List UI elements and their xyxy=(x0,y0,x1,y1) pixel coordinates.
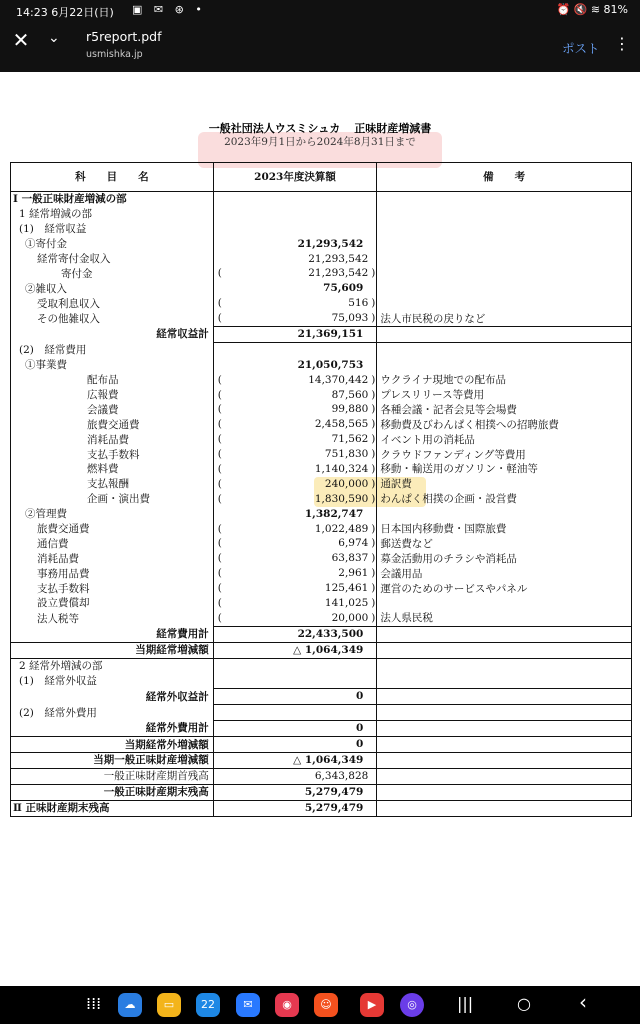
paren-right: ) xyxy=(371,597,376,610)
table-row xyxy=(11,192,632,207)
row-label: 会議費 xyxy=(11,402,214,417)
row-amount xyxy=(213,281,377,296)
paren-left: ( xyxy=(217,297,222,310)
row-note: 移動費及びわんぱく相撲への招聘旅費 xyxy=(377,417,632,432)
paren-left: ( xyxy=(217,567,222,580)
battery-indicator: ⏰ 🔇 ≋ 81% xyxy=(556,3,628,16)
paren-left: ( xyxy=(217,552,222,565)
row-note xyxy=(377,358,632,373)
row-label: 2 経常外増減の部 xyxy=(11,658,214,673)
paren-left: ( xyxy=(217,388,222,401)
paren-right: ) xyxy=(371,297,376,310)
paren-right: ) xyxy=(371,403,376,416)
report-period: 2023年9月1日から2024年8月31日まで xyxy=(224,136,416,148)
row-label: 当期経常増減額 xyxy=(11,642,214,658)
amount-value: 125,461 xyxy=(324,582,369,595)
row-note: 通訳費 xyxy=(377,477,632,492)
file-domain: usmishka.jp xyxy=(86,49,143,60)
amount-value: 14,370,442 xyxy=(308,373,369,386)
row-note: 運営のためのサービスやパネル xyxy=(377,581,632,596)
paren-left: ( xyxy=(217,477,222,490)
table-row xyxy=(11,596,632,611)
amount-value: 63,837 xyxy=(331,552,369,565)
row-amount xyxy=(213,432,377,447)
row-label: 経常外費用計 xyxy=(11,721,214,737)
amount-value: 0 xyxy=(356,690,364,703)
row-amount xyxy=(213,800,377,816)
row-label: 燃料費 xyxy=(11,462,214,477)
paren-right: ) xyxy=(371,567,376,580)
paren-left: ( xyxy=(217,448,222,461)
table-row xyxy=(11,207,632,222)
table-row xyxy=(11,296,632,311)
row-label: 当期経常外増減額 xyxy=(11,737,214,753)
amount-value: △ 1,064,349 xyxy=(293,753,364,766)
table-row xyxy=(11,342,632,357)
paren-left: ( xyxy=(217,522,222,535)
row-amount xyxy=(213,492,377,507)
table-row xyxy=(11,462,632,477)
more-options-icon[interactable]: ⋮ xyxy=(614,34,630,53)
row-label: 一般正味財産期末残高 xyxy=(11,784,214,800)
paren-right: ) xyxy=(371,492,376,505)
row-note xyxy=(377,674,632,689)
paren-left: ( xyxy=(217,597,222,610)
row-amount xyxy=(213,507,377,522)
table-row xyxy=(11,447,632,462)
row-note: 郵送費など xyxy=(377,536,632,551)
table-row xyxy=(11,358,632,373)
row-label: 旅費交通費 xyxy=(11,522,214,537)
row-amount xyxy=(213,417,377,432)
row-note xyxy=(377,237,632,252)
row-amount xyxy=(213,373,377,388)
row-note: 募金活動用のチラシや消耗品 xyxy=(377,551,632,566)
row-label: 受取利息収入 xyxy=(11,296,214,311)
row-note xyxy=(377,192,632,207)
paren-right: ) xyxy=(371,552,376,565)
paren-right: ) xyxy=(371,537,376,550)
row-note xyxy=(377,296,632,311)
row-amount xyxy=(213,658,377,673)
row-amount xyxy=(213,705,377,721)
amount-value: 2,458,565 xyxy=(314,418,369,431)
row-note xyxy=(377,507,632,522)
table-row xyxy=(11,611,632,626)
table-row xyxy=(11,281,632,296)
table-row xyxy=(11,522,632,537)
table-row xyxy=(11,327,632,343)
paren-left: ( xyxy=(217,267,222,280)
row-amount xyxy=(213,207,377,222)
row-amount xyxy=(213,737,377,753)
row-note xyxy=(377,266,632,281)
amount-value: 6,974 xyxy=(338,537,369,550)
row-label: 経常費用計 xyxy=(11,626,214,642)
row-note xyxy=(377,705,632,721)
pdf-page[interactable] xyxy=(0,72,640,986)
table-row xyxy=(11,477,632,492)
table-row xyxy=(11,266,632,281)
paren-right: ) xyxy=(371,312,376,325)
row-amount xyxy=(213,327,377,343)
row-label: 寄付金 xyxy=(11,266,214,281)
amount-value: 71,562 xyxy=(331,433,369,446)
row-amount xyxy=(213,222,377,237)
row-label: Ⅱ 正味財産期末残高 xyxy=(11,800,214,816)
row-label: 設立費償却 xyxy=(11,596,214,611)
table-row xyxy=(11,402,632,417)
amount-value: 21,369,151 xyxy=(297,328,364,341)
table-row xyxy=(11,417,632,432)
row-amount xyxy=(213,674,377,689)
row-label: ②管理費 xyxy=(11,507,214,522)
row-note xyxy=(377,721,632,737)
table-row xyxy=(11,752,632,768)
row-note: プレスリリース等費用 xyxy=(377,388,632,403)
amount-value: 75,093 xyxy=(331,312,369,325)
row-amount xyxy=(213,596,377,611)
row-note xyxy=(377,596,632,611)
row-label: 支払手数料 xyxy=(11,447,214,462)
table-row xyxy=(11,737,632,753)
row-note xyxy=(377,342,632,357)
row-note xyxy=(377,737,632,753)
table-row xyxy=(11,551,632,566)
paren-left: ( xyxy=(217,403,222,416)
row-note: 会議用品 xyxy=(377,566,632,581)
calendar-icon[interactable]: 22 xyxy=(196,993,220,1017)
recents-icon[interactable]: ||| xyxy=(457,994,474,1013)
row-amount xyxy=(213,611,377,626)
row-label: ①寄付金 xyxy=(11,237,214,252)
row-note xyxy=(377,207,632,222)
table-row xyxy=(11,222,632,237)
row-note xyxy=(377,784,632,800)
row-note xyxy=(377,752,632,768)
amount-value: 1,830,590 xyxy=(314,492,369,505)
row-note xyxy=(377,222,632,237)
paren-right: ) xyxy=(371,448,376,461)
row-label: 通信費 xyxy=(11,536,214,551)
row-amount xyxy=(213,784,377,800)
row-label: 経常収益計 xyxy=(11,327,214,343)
table-row xyxy=(11,768,632,784)
table-row xyxy=(11,626,632,642)
row-amount xyxy=(213,388,377,403)
row-amount xyxy=(213,296,377,311)
amount-value: 20,000 xyxy=(331,611,369,624)
row-note xyxy=(377,658,632,673)
notification-icons: ▣ ✉ ⊛ • xyxy=(132,3,206,16)
row-note xyxy=(377,626,632,642)
row-note: イベント用の消耗品 xyxy=(377,432,632,447)
row-note: 法人市民税の戻りなど xyxy=(377,311,632,326)
row-note: 各種会議・記者会見等会場費 xyxy=(377,402,632,417)
amount-value: 141,025 xyxy=(324,597,369,610)
row-amount xyxy=(213,536,377,551)
row-label: 経常外収益計 xyxy=(11,689,214,705)
paren-right: ) xyxy=(371,477,376,490)
row-amount xyxy=(213,522,377,537)
onedrive-icon[interactable]: ☁ xyxy=(118,993,142,1017)
row-label: (2) 経常費用 xyxy=(11,342,214,357)
paren-left: ( xyxy=(217,611,222,624)
amount-value: 21,293,542 xyxy=(308,267,369,280)
pdf-viewer-toolbar xyxy=(0,22,640,72)
row-label: ②雑収入 xyxy=(11,281,214,296)
amount-value: 751,830 xyxy=(324,448,369,461)
amount-value: 0 xyxy=(356,738,364,751)
row-amount xyxy=(213,768,377,784)
row-note: クラウドファンディング等費用 xyxy=(377,447,632,462)
table-row xyxy=(11,373,632,388)
paren-right: ) xyxy=(371,267,376,280)
browser-icon[interactable]: ◎ xyxy=(400,993,424,1017)
row-label: 事務用品費 xyxy=(11,566,214,581)
amount-value: 0 xyxy=(356,722,364,735)
paren-right: ) xyxy=(371,582,376,595)
amount-value: 22,433,500 xyxy=(297,627,364,640)
row-amount xyxy=(213,402,377,417)
back-icon[interactable]: ‹ xyxy=(579,990,587,1014)
row-label: (2) 経常外費用 xyxy=(11,705,214,721)
row-label: 一般正味財産期首残高 xyxy=(11,768,214,784)
row-note xyxy=(377,800,632,816)
paren-right: ) xyxy=(371,373,376,386)
paren-right: ) xyxy=(371,418,376,431)
paren-left: ( xyxy=(217,537,222,550)
table-row xyxy=(11,507,632,522)
row-note xyxy=(377,252,632,267)
row-label: 配布品 xyxy=(11,373,214,388)
row-label: 当期一般正味財産増減額 xyxy=(11,752,214,768)
youtube-icon[interactable]: ▶ xyxy=(360,993,384,1017)
amount-value: 87,560 xyxy=(331,388,369,401)
row-amount xyxy=(213,237,377,252)
row-note xyxy=(377,327,632,343)
row-amount xyxy=(213,266,377,281)
paren-left: ( xyxy=(217,463,222,476)
row-label: その他雑収入 xyxy=(11,311,214,326)
row-amount xyxy=(213,626,377,642)
financial-table xyxy=(10,162,632,817)
row-label: 消耗品費 xyxy=(11,432,214,447)
post-button[interactable]: ポスト xyxy=(562,41,600,56)
table-row xyxy=(11,566,632,581)
row-label: ①事業費 xyxy=(11,358,214,373)
amount-value: 516 xyxy=(348,297,369,310)
row-label: 消耗品費 xyxy=(11,551,214,566)
row-amount xyxy=(213,551,377,566)
table-row xyxy=(11,252,632,267)
header-amount: 2023年度決算額 xyxy=(213,163,377,192)
table-row xyxy=(11,492,632,507)
row-label: (1) 経常収益 xyxy=(11,222,214,237)
row-note: ウクライナ現地での配布品 xyxy=(377,373,632,388)
table-row xyxy=(11,689,632,705)
paren-right: ) xyxy=(371,388,376,401)
row-note xyxy=(377,768,632,784)
row-amount xyxy=(213,192,377,207)
paren-right: ) xyxy=(371,463,376,476)
row-amount xyxy=(213,581,377,596)
row-label: 旅費交通費 xyxy=(11,417,214,432)
table-row xyxy=(11,237,632,252)
table-row xyxy=(11,674,632,689)
row-note: 日本国内移動費・国際旅費 xyxy=(377,522,632,537)
row-amount xyxy=(213,342,377,357)
amount-value: 21,293,542 xyxy=(297,237,364,250)
chevron-down-icon[interactable]: ⌄ xyxy=(48,30,60,46)
amount-value: 75,609 xyxy=(323,282,364,295)
row-amount xyxy=(213,252,377,267)
header-note: 備 考 xyxy=(377,163,632,192)
row-amount xyxy=(213,566,377,581)
navigation-bar xyxy=(0,986,640,1024)
messages-icon[interactable]: ✉ xyxy=(236,993,260,1017)
app-drawer-icon[interactable]: ⁞⁞⁞ xyxy=(86,994,102,1013)
row-amount xyxy=(213,642,377,658)
home-icon[interactable]: ○ xyxy=(517,994,531,1013)
row-amount xyxy=(213,689,377,705)
row-label: 支払報酬 xyxy=(11,477,214,492)
row-label: (1) 経常外収益 xyxy=(11,674,214,689)
file-title: r5report.pdf xyxy=(86,29,162,44)
row-note: 移動・輸送用のガソリン・軽油等 xyxy=(377,462,632,477)
table-row xyxy=(11,388,632,403)
row-label: 企画・演出費 xyxy=(11,492,214,507)
row-label: 1 経常増減の部 xyxy=(11,207,214,222)
row-note xyxy=(377,642,632,658)
paren-left: ( xyxy=(217,418,222,431)
row-amount xyxy=(213,358,377,373)
paren-left: ( xyxy=(217,582,222,595)
table-row xyxy=(11,784,632,800)
table-row xyxy=(11,432,632,447)
amount-value: 6,343,828 xyxy=(314,769,369,782)
amount-value: 2,961 xyxy=(338,567,369,580)
row-amount xyxy=(213,752,377,768)
row-amount xyxy=(213,311,377,326)
row-label: 広報費 xyxy=(11,388,214,403)
amount-value: △ 1,064,349 xyxy=(293,643,364,656)
status-time-date: 14:23 6月22日(日) xyxy=(16,6,114,19)
paren-left: ( xyxy=(217,373,222,386)
paren-right: ) xyxy=(371,611,376,624)
table-row xyxy=(11,800,632,816)
row-label: 法人税等 xyxy=(11,611,214,626)
report-title: 一般社団法人ウスミシュカ 正味財産増減書 xyxy=(208,122,432,135)
amount-value: 240,000 xyxy=(324,477,369,490)
paren-right: ) xyxy=(371,522,376,535)
row-amount xyxy=(213,477,377,492)
table-row xyxy=(11,721,632,737)
table-row xyxy=(11,705,632,721)
table-row xyxy=(11,311,632,326)
contacts-icon[interactable]: ☺ xyxy=(314,993,338,1017)
amount-value: 1,022,489 xyxy=(314,522,369,535)
camera-icon[interactable]: ◉ xyxy=(275,993,299,1017)
row-label: 支払手数料 xyxy=(11,581,214,596)
row-note xyxy=(377,689,632,705)
amount-value: 1,140,324 xyxy=(314,463,369,476)
table-row xyxy=(11,658,632,673)
status-bar xyxy=(0,0,640,22)
row-note xyxy=(377,281,632,296)
row-amount xyxy=(213,447,377,462)
header-subject: 科 目 名 xyxy=(11,163,214,192)
paren-left: ( xyxy=(217,433,222,446)
row-amount xyxy=(213,721,377,737)
row-note: わんぱく相撲の企画・設営費 xyxy=(377,492,632,507)
amount-value: 99,880 xyxy=(331,403,369,416)
row-note: 法人県民税 xyxy=(377,611,632,626)
paren-right: ) xyxy=(371,433,376,446)
amount-value: 5,279,479 xyxy=(304,801,364,814)
table-row xyxy=(11,581,632,596)
row-label: 経常寄付金収入 xyxy=(11,252,214,267)
table-row xyxy=(11,536,632,551)
amount-value: 21,050,753 xyxy=(297,358,364,371)
amount-value: 1,382,747 xyxy=(304,507,364,520)
row-label: Ⅰ 一般正味財産増減の部 xyxy=(11,192,214,207)
amount-value: 5,279,479 xyxy=(304,785,364,798)
paren-left: ( xyxy=(217,492,222,505)
table-row xyxy=(11,642,632,658)
files-icon[interactable]: ▭ xyxy=(157,993,181,1017)
amount-value: 21,293,542 xyxy=(308,252,369,265)
row-amount xyxy=(213,462,377,477)
close-icon[interactable]: ✕ xyxy=(12,28,30,52)
paren-left: ( xyxy=(217,312,222,325)
